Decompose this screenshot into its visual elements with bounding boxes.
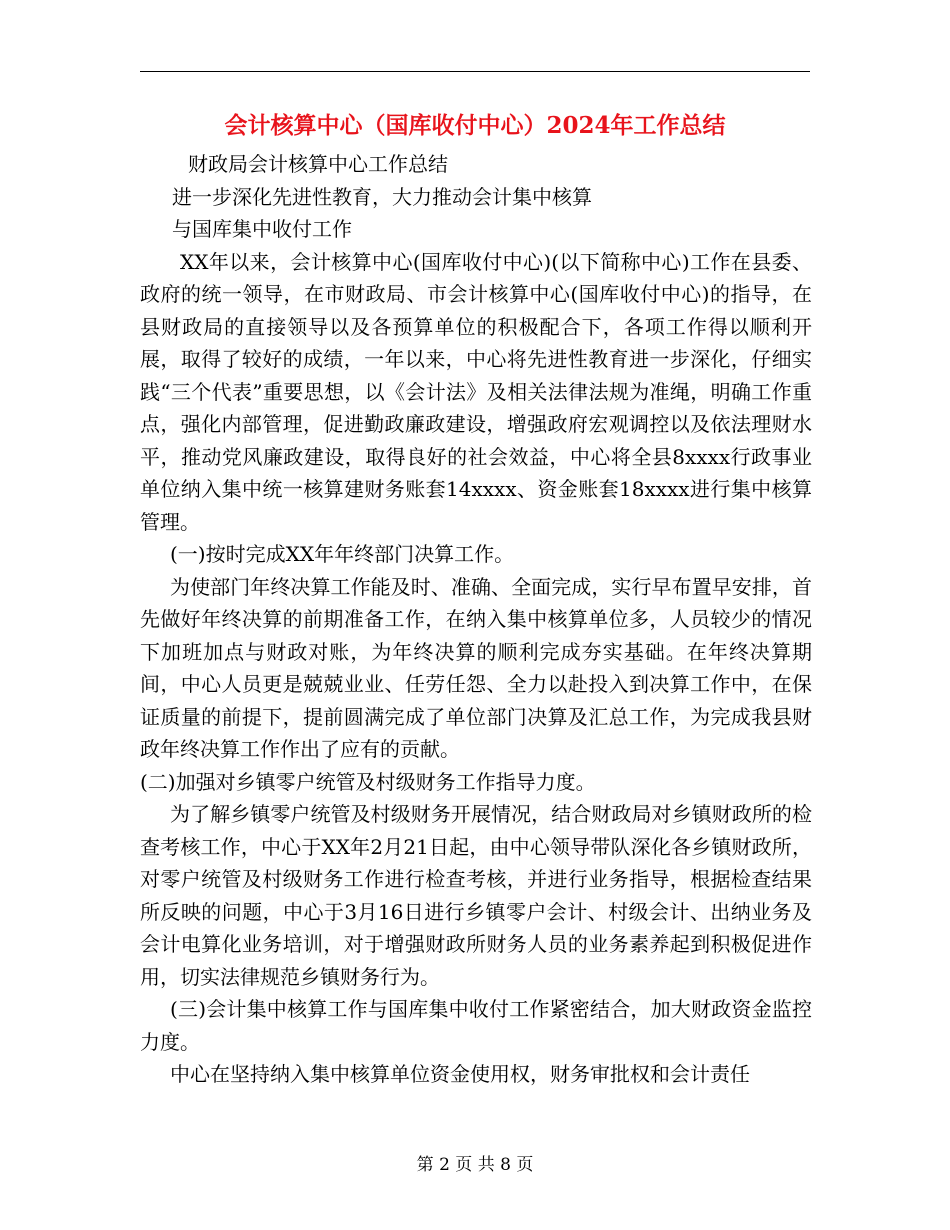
section-heading-2: (二)加强对乡镇零户统管及村级财务工作指导力度。: [140, 769, 596, 794]
paragraph-intro: XX年以来，会计核算中心(国库收付中心)(以下简称中心)工作在县委、政府的统一领导，在市财政局、市会计核算中心(国库收付中心)的指导，在县财政局的直接领导以及各预算单位的积极配合下，各项工作得以顺利开展，取得了较好的成绩，一年以来，中心将先进性教育进一步深化，仔细实践“三个代表”重要思想，以《会计法》及相关法律法规为准绳，明确工作重点，强化内部管理，促进勤政廉政建设，增强政府宏观调控以及依法理财水平，推动党风廉政建设，取得良好的社会效益，中心将全县8xxxx行政事业单位纳入集中统一核算建财务账套14xxxx、资金账套18xxxx进行集中核算管理。: [140, 249, 812, 534]
section-heading-3: (三)会计集中核算工作与国库集中收付工作紧密结合，加大财政资金监控力度。: [140, 997, 812, 1054]
subtitle-line-2: 进一步深化先进性教育，大力推动会计集中核算: [172, 184, 592, 209]
subtitle-line-3: 与国库集中收付工作: [172, 217, 352, 241]
header-rule: [140, 71, 810, 72]
document-title: 会计核算中心（国库收付中心）2024年工作总结: [224, 112, 726, 139]
subtitle-line-1: 财政局会计核算中心工作总结: [188, 152, 448, 176]
document-body: [140, 148, 812, 1091]
paragraph-section-3: 中心在坚持纳入集中核算单位资金使用权，财务审批权和会计责任: [170, 1062, 750, 1086]
paragraph-section-2: 为了解乡镇零户统管及村级财务开展情况，结合财政局对乡镇财政所的检查考核工作，中心于XX年2月21日起，由中心领导带队深化各乡镇财政所，对零户统管及村级财务工作进行检查考核，并进行业务指导，根据检查结果所反映的问题，中心于3月16日进行乡镇零户会计、村级会计、出纳业务及会计电算化业务培训，对于增强财政所财务人员的业务素养起到积极促进作用，切实法律规范乡镇财务行为。: [140, 802, 812, 989]
section-heading-1: (一)按时完成XX年年终部门决算工作。: [170, 542, 515, 566]
page-footer: 第 2 页 共 8 页: [416, 1155, 534, 1175]
paragraph-section-1: 为使部门年终决算工作能及时、准确、全面完成，实行早布置早安排，首先做好年终决算的前期准备工作，在纳入集中核算单位多，人员较少的情况下加班加点与财政对账，为年终决算的顺利完成夯实基础。在年终决算期间，中心人员更是兢兢业业、任劳任怨、全力以赴投入到决算工作中，在保证质量的前提下，提前圆满完成了单位部门决算及汇总工作，为完成我县财政年终决算工作作出了应有的贡献。: [140, 574, 812, 761]
